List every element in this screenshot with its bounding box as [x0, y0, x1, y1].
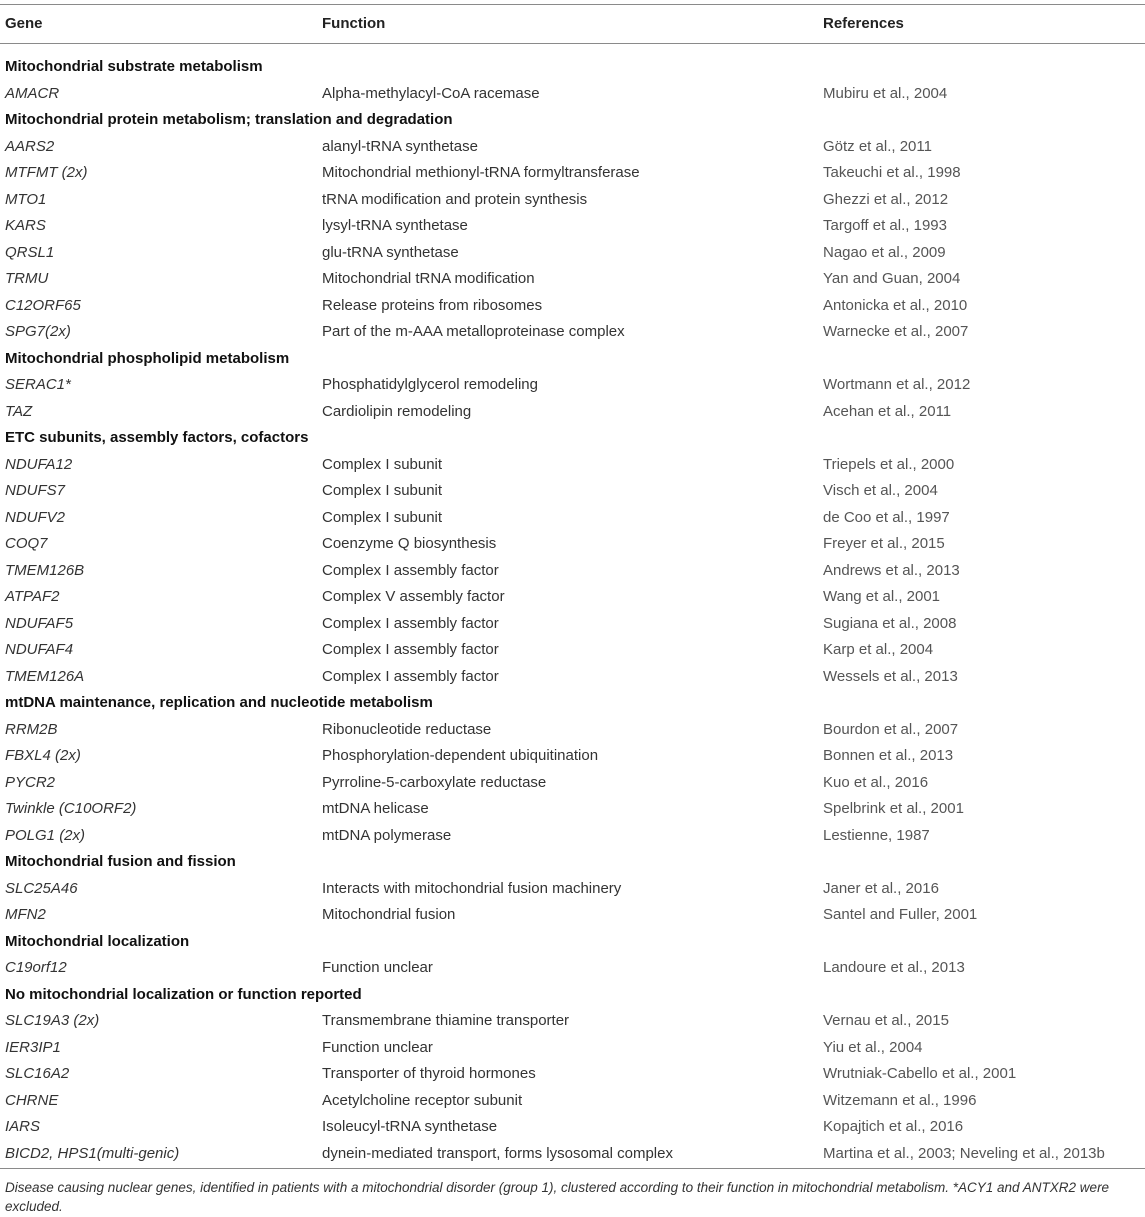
table-bottom-rule — [0, 1168, 1145, 1169]
section-row — [0, 346, 1145, 373]
function-cell: Transmembrane thiamine transporter — [322, 1012, 570, 1029]
table-row — [0, 584, 1145, 611]
reference-cell: Targoff et al., 1993 — [823, 217, 947, 234]
gene-cell: RRM2B — [5, 720, 58, 738]
reference-cell: Acehan et al., 2011 — [823, 402, 952, 420]
table-row — [0, 717, 1145, 744]
reference-cell: Bonnen et al., 2013 — [823, 747, 954, 764]
table-row — [0, 1141, 1145, 1168]
gene-cell: TMEM126A — [5, 667, 85, 685]
table-row — [0, 319, 1145, 346]
table-row — [0, 796, 1145, 823]
table-row — [0, 1088, 1145, 1115]
table-row — [0, 81, 1145, 108]
function-cell: Complex I subunit — [322, 482, 443, 499]
table-row — [0, 743, 1145, 770]
table-row — [0, 1008, 1145, 1035]
reference-cell: Antonicka et al., 2010 — [823, 296, 968, 314]
gene-cell: AARS2 — [5, 137, 55, 155]
table-row — [0, 637, 1145, 664]
function-cell: Complex V assembly factor — [322, 588, 505, 605]
table-row — [0, 160, 1145, 187]
function-cell: Release proteins from ribosomes — [322, 296, 543, 314]
reference-cell: Martina et al., 2003; Neveling et al., 2013b — [823, 1144, 1105, 1162]
section-label: Mitochondrial substrate metabolism — [5, 58, 263, 75]
reference-cell: Warnecke et al., 2007 — [823, 323, 969, 340]
header-function: Function — [322, 15, 386, 32]
reference-cell: Andrews et al., 2013 — [823, 561, 960, 579]
table-row — [0, 531, 1145, 558]
function-cell: Complex I subunit — [322, 455, 443, 473]
function-cell: Phosphatidylglycerol remodeling — [322, 376, 538, 393]
gene-cell: SPG7(2x) — [5, 323, 71, 340]
reference-cell: Yan and Guan, 2004 — [823, 270, 961, 287]
table-row — [0, 770, 1145, 797]
gene-cell: SERAC1* — [5, 376, 71, 393]
reference-cell: Santel and Fuller, 2001 — [823, 906, 978, 923]
table-row — [0, 611, 1145, 638]
gene-cell: NDUFV2 — [5, 508, 66, 526]
reference-cell: Wessels et al., 2013 — [823, 667, 958, 685]
function-cell: Pyrroline-5-carboxylate reductase — [322, 773, 547, 791]
function-cell: glu-tRNA synthetase — [322, 243, 459, 261]
table-row — [0, 505, 1145, 532]
reference-cell: Wortmann et al., 2012 — [823, 376, 971, 393]
reference-cell: Kuo et al., 2016 — [823, 773, 929, 791]
function-cell: Mitochondrial tRNA modification — [322, 270, 535, 287]
gene-cell: BICD2, HPS1(multi-genic) — [5, 1144, 180, 1162]
section-label: Mitochondrial phospholipid metabolism — [5, 349, 290, 367]
gene-cell: PYCR2 — [5, 773, 56, 791]
function-cell: lysyl-tRNA synthetase — [322, 217, 468, 234]
table-row — [0, 1061, 1145, 1088]
function-cell: Ribonucleotide reductase — [322, 720, 492, 738]
reference-cell: de Coo et al., 1997 — [823, 508, 950, 526]
gene-cell: MFN2 — [5, 906, 46, 923]
section-row — [0, 107, 1145, 134]
reference-cell: Witzemann et al., 1996 — [823, 1091, 977, 1109]
function-cell: Cardiolipin remodeling — [322, 402, 472, 420]
gene-cell: C12ORF65 — [5, 296, 81, 314]
function-cell: Function unclear — [322, 1038, 433, 1056]
gene-cell: NDUFAF5 — [5, 614, 74, 632]
section-label: No mitochondrial localization or function reported — [5, 985, 362, 1003]
gene-cell: NDUFA12 — [5, 455, 73, 473]
reference-cell: Nagao et al., 2009 — [823, 243, 946, 261]
function-cell: Mitochondrial methionyl-tRNA formyltransferase — [322, 164, 640, 181]
function-cell: mtDNA helicase — [322, 800, 429, 817]
function-cell: Complex I subunit — [322, 508, 443, 526]
gene-cell: C19orf12 — [5, 959, 67, 976]
section-label: Mitochondrial fusion and fission — [5, 853, 236, 870]
reference-cell: Mubiru et al., 2004 — [823, 84, 948, 102]
gene-cell: SLC25A46 — [5, 879, 78, 897]
table-row — [0, 293, 1145, 320]
table-row — [0, 399, 1145, 426]
function-cell: Phosphorylation-dependent ubiquitination — [322, 747, 599, 764]
section-row — [0, 849, 1145, 876]
table-row — [0, 452, 1145, 479]
section-row — [0, 54, 1145, 81]
reference-cell: Götz et al., 2011 — [823, 137, 932, 155]
gene-cell: POLG1 (2x) — [5, 826, 86, 844]
gene-cell: SLC19A3 (2x) — [5, 1012, 100, 1029]
gene-cell: TMEM126B — [5, 561, 85, 579]
table-row — [0, 664, 1145, 691]
reference-cell: Freyer et al., 2015 — [823, 535, 945, 552]
section-label: Mitochondrial localization — [5, 932, 190, 950]
gene-cell: IER3IP1 — [5, 1038, 61, 1056]
function-cell: mtDNA polymerase — [322, 826, 452, 844]
gene-cell: Twinkle (C10ORF2) — [5, 800, 137, 817]
table-row — [0, 1114, 1145, 1141]
reference-cell: Wrutniak-Cabello et al., 2001 — [823, 1065, 1017, 1082]
function-cell: Acetylcholine receptor subunit — [322, 1091, 523, 1109]
gene-cell: NDUFAF4 — [5, 641, 74, 658]
function-cell: Mitochondrial fusion — [322, 906, 456, 923]
function-cell: Interacts with mitochondrial fusion machinery — [322, 879, 622, 897]
section-label: ETC subunits, assembly factors, cofactors — [5, 429, 309, 446]
function-cell: Isoleucyl-tRNA synthetase — [322, 1118, 498, 1135]
reference-cell: Yiu et al., 2004 — [823, 1038, 923, 1056]
section-label: Mitochondrial protein metabolism; translation and degradation — [5, 111, 453, 128]
table-row — [0, 240, 1145, 267]
function-cell: Alpha-methylacyl-CoA racemase — [322, 84, 540, 102]
table-row — [0, 876, 1145, 903]
section-row — [0, 929, 1145, 956]
gene-cell: CHRNE — [5, 1091, 59, 1109]
gene-cell: TRMU — [5, 270, 49, 287]
reference-cell: Spelbrink et al., 2001 — [823, 800, 964, 817]
function-cell: Complex I assembly factor — [322, 667, 499, 685]
function-cell: Function unclear — [322, 959, 433, 976]
reference-cell: Kopajtich et al., 2016 — [823, 1118, 964, 1135]
function-cell: alanyl-tRNA synthetase — [322, 137, 478, 155]
function-cell: Complex I assembly factor — [322, 561, 499, 579]
function-cell: Part of the m-AAA metalloproteinase complex — [322, 323, 625, 340]
function-cell: Coenzyme Q biosynthesis — [322, 535, 497, 552]
reference-cell: Lestienne, 1987 — [823, 826, 930, 844]
table-header — [0, 5, 1145, 43]
gene-cell: FBXL4 (2x) — [5, 747, 81, 764]
header-references: References — [823, 15, 904, 32]
table-row — [0, 902, 1145, 929]
table-row — [0, 134, 1145, 161]
header-rule — [0, 43, 1145, 44]
table-body — [0, 54, 1145, 1167]
reference-cell: Vernau et al., 2015 — [823, 1012, 949, 1029]
section-row — [0, 690, 1145, 717]
reference-cell: Visch et al., 2004 — [823, 482, 938, 499]
gene-cell: KARS — [5, 217, 46, 234]
gene-cell: NDUFS7 — [5, 482, 66, 499]
function-cell: Transporter of thyroid hormones — [322, 1065, 536, 1082]
reference-cell: Triepels et al., 2000 — [823, 455, 955, 473]
table-row — [0, 187, 1145, 214]
header-gene: Gene — [5, 15, 43, 32]
function-cell: Complex I assembly factor — [322, 641, 499, 658]
reference-cell: Landoure et al., 2013 — [823, 959, 965, 976]
function-cell: dynein-mediated transport, forms lysosomal complex — [322, 1144, 673, 1162]
reference-cell: Bourdon et al., 2007 — [823, 720, 959, 738]
reference-cell: Ghezzi et al., 2012 — [823, 190, 949, 208]
table-row — [0, 955, 1145, 982]
table-row — [0, 558, 1145, 585]
gene-cell: AMACR — [5, 84, 60, 102]
table-row — [0, 266, 1145, 293]
function-cell: Complex I assembly factor — [322, 614, 499, 632]
table-row — [0, 823, 1145, 850]
table-caption: Disease causing nuclear genes, identified in patients with a mitochondrial disorder (group 1), clustered according to their function in mitochondrial metabolism. *ACY1 and ANTXR2 were excluded. — [5, 1180, 1110, 1214]
gene-cell: TAZ — [5, 402, 33, 420]
reference-cell: Takeuchi et al., 1998 — [823, 164, 961, 181]
section-row — [0, 982, 1145, 1009]
section-label: mtDNA maintenance, replication and nucleotide metabolism — [5, 694, 433, 711]
gene-cell: SLC16A2 — [5, 1065, 70, 1082]
table-row — [0, 1035, 1145, 1062]
gene-cell: MTO1 — [5, 190, 47, 208]
function-cell: tRNA modification and protein synthesis — [322, 190, 588, 208]
table-row — [0, 372, 1145, 399]
table-row — [0, 213, 1145, 240]
reference-cell: Sugiana et al., 2008 — [823, 614, 957, 632]
gene-cell: MTFMT (2x) — [5, 164, 88, 181]
reference-cell: Janer et al., 2016 — [823, 879, 939, 897]
reference-cell: Karp et al., 2004 — [823, 641, 934, 658]
gene-cell: QRSL1 — [5, 243, 55, 261]
gene-cell: ATPAF2 — [5, 588, 60, 605]
gene-cell: COQ7 — [5, 535, 48, 552]
gene-cell: IARS — [5, 1118, 41, 1135]
section-row — [0, 425, 1145, 452]
table-row — [0, 478, 1145, 505]
reference-cell: Wang et al., 2001 — [823, 588, 941, 605]
